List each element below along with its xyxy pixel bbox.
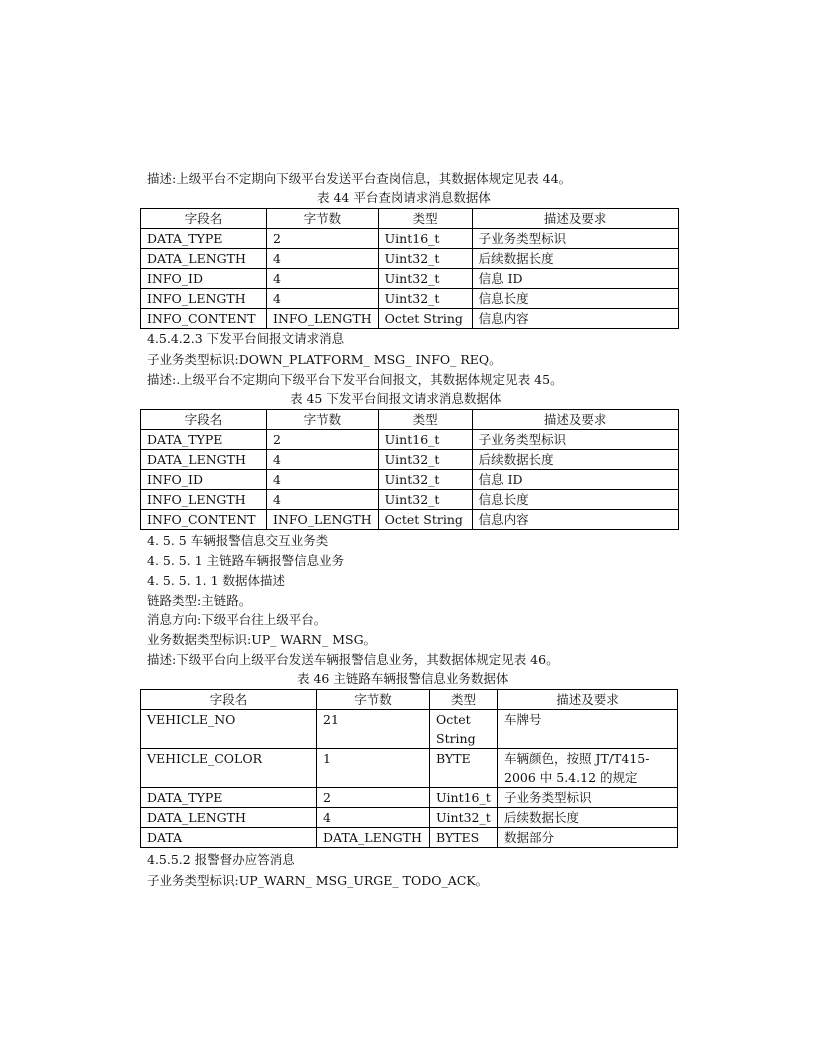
table-cell: 车牌号 [498, 710, 678, 749]
table-cell: DATA_TYPE [141, 788, 317, 808]
table-row [141, 249, 679, 269]
link-type: 链路类型:主链路。 [147, 593, 252, 608]
table-cell: 信息 ID [472, 470, 678, 490]
table-cell: 信息长度 [472, 289, 678, 309]
table-row [141, 269, 679, 289]
table-cell: 子业务类型标识 [472, 229, 678, 249]
table-cell: DATA_LENGTH [317, 828, 430, 848]
header-cell: 字段名 [141, 209, 267, 229]
subtype-identifier: 子业务类型标识:DOWN_PLATFORM_ MSG_ INFO_ REQ。 [147, 352, 502, 367]
header-cell: 描述及要求 [472, 209, 678, 229]
table-cell: Uint32_t [378, 490, 472, 510]
table-row [141, 309, 679, 329]
table-header-row [141, 690, 678, 710]
header-cell: 类型 [378, 410, 472, 430]
table-cell: INFO_CONTENT [141, 309, 267, 329]
table-cell: Uint32_t [378, 249, 472, 269]
message-direction: 消息方向:下级平台往上级平台。 [147, 612, 327, 627]
table-46 [140, 689, 678, 848]
table-cell: 信息 ID [472, 269, 678, 289]
header-cell: 描述及要求 [498, 690, 678, 710]
table-row [141, 749, 678, 788]
table-cell: 2 [317, 788, 430, 808]
table-cell: 4 [267, 249, 379, 269]
table-cell: INFO_ID [141, 269, 267, 289]
table-cell: INFO_ID [141, 470, 267, 490]
table-cell: Octet String [378, 510, 472, 530]
table-cell: Uint16_t [378, 430, 472, 450]
header-cell: 类型 [430, 690, 498, 710]
table-cell: Uint32_t [430, 808, 498, 828]
header-cell: 字节数 [267, 410, 379, 430]
table-44 [140, 208, 679, 329]
table-cell: Uint32_t [378, 289, 472, 309]
table-cell: INFO_LENGTH [267, 309, 379, 329]
table-cell: 车辆颜色，按照 JT/T415-2006 中 5.4.12 的规定 [498, 749, 678, 788]
table-45 [140, 409, 679, 530]
table-cell: 后续数据长度 [472, 249, 678, 269]
table-cell: DATA_TYPE [141, 229, 267, 249]
table-row [141, 430, 679, 450]
description-table45: 描述:.上级平台不定期向下级平台下发平台间报文，其数据体规定见表 45。 [147, 372, 563, 387]
subtype-identifier-ack: 子业务类型标识:UP_WARN_ MSG_URGE_ TODO_ACK。 [147, 873, 489, 888]
table-row [141, 470, 679, 490]
header-cell: 字段名 [141, 410, 267, 430]
business-type-identifier: 业务数据类型标识:UP_ WARN_ MSG。 [147, 632, 377, 647]
table-cell: DATA [141, 828, 317, 848]
table-row [141, 788, 678, 808]
description-table44: 描述:上级平台不定期向下级平台发送平台查岗信息，其数据体规定见表 44。 [147, 171, 572, 186]
table-cell: 21 [317, 710, 430, 749]
description-table46: 描述:下级平台向上级平台发送车辆报警信息业务，其数据体规定见表 46。 [147, 652, 559, 667]
table-cell: 信息内容 [472, 309, 678, 329]
table-row [141, 710, 678, 749]
table-header-row [141, 209, 679, 229]
section-heading-4-5-4-2-3: 4.5.4.2.3 下发平台间报文请求消息 [147, 331, 345, 346]
header-cell: 字节数 [317, 690, 430, 710]
table-row [141, 510, 679, 530]
table-cell: BYTE [430, 749, 498, 788]
table44-caption: 表 44 平台查岗请求消息数据体 [317, 190, 491, 205]
table-cell: DATA_LENGTH [141, 249, 267, 269]
table-cell: 4 [267, 269, 379, 289]
table-cell: Uint32_t [378, 450, 472, 470]
table-cell: 信息内容 [472, 510, 678, 530]
section-heading-4-5-5-1: 4. 5. 5. 1 主链路车辆报警信息业务 [147, 553, 345, 568]
table-cell: 4 [267, 490, 379, 510]
table-cell: Uint16_t [378, 229, 472, 249]
table-cell: Uint32_t [378, 269, 472, 289]
table-cell: DATA_LENGTH [141, 450, 267, 470]
table-cell: 4 [267, 450, 379, 470]
header-cell: 描述及要求 [472, 410, 678, 430]
table-cell: Octet String [430, 710, 498, 749]
table-header-row [141, 410, 679, 430]
section-heading-4-5-5-2: 4.5.5.2 报警督办应答消息 [147, 852, 295, 867]
table-cell: BYTES [430, 828, 498, 848]
header-cell: 字段名 [141, 690, 317, 710]
table-cell: 4 [267, 289, 379, 309]
table-cell: Uint32_t [378, 470, 472, 490]
table-cell: 2 [267, 430, 379, 450]
table-cell: DATA_LENGTH [141, 808, 317, 828]
table-cell: INFO_LENGTH [141, 289, 267, 309]
table-row [141, 808, 678, 828]
table45-caption: 表 45 下发平台间报文请求消息数据体 [290, 391, 502, 406]
section-heading-4-5-5: 4. 5. 5 车辆报警信息交互业务类 [147, 533, 329, 548]
table-cell: 信息长度 [472, 490, 678, 510]
table-row [141, 229, 679, 249]
table-row [141, 289, 679, 309]
table-row [141, 490, 679, 510]
table-cell: 后续数据长度 [472, 450, 678, 470]
table-cell: Octet String [378, 309, 472, 329]
table-cell: 子业务类型标识 [472, 430, 678, 450]
table-cell: 子业务类型标识 [498, 788, 678, 808]
table-cell: 1 [317, 749, 430, 788]
table-cell: 4 [317, 808, 430, 828]
table46-caption: 表 46 主链路车辆报警信息业务数据体 [297, 671, 509, 686]
table-cell: INFO_LENGTH [141, 490, 267, 510]
table-cell: 后续数据长度 [498, 808, 678, 828]
table-cell: INFO_CONTENT [141, 510, 267, 530]
section-heading-4-5-5-1-1: 4. 5. 5. 1. 1 数据体描述 [147, 573, 286, 588]
table-cell: 4 [267, 470, 379, 490]
header-cell: 类型 [378, 209, 472, 229]
table-cell: Uint16_t [430, 788, 498, 808]
table-cell: DATA_TYPE [141, 430, 267, 450]
table-cell: VEHICLE_NO [141, 710, 317, 749]
table-cell: 数据部分 [498, 828, 678, 848]
table-cell: VEHICLE_COLOR [141, 749, 317, 788]
table-cell: 2 [267, 229, 379, 249]
header-cell: 字节数 [267, 209, 379, 229]
table-cell: INFO_LENGTH [267, 510, 379, 530]
table-row [141, 828, 678, 848]
table-row [141, 450, 679, 470]
